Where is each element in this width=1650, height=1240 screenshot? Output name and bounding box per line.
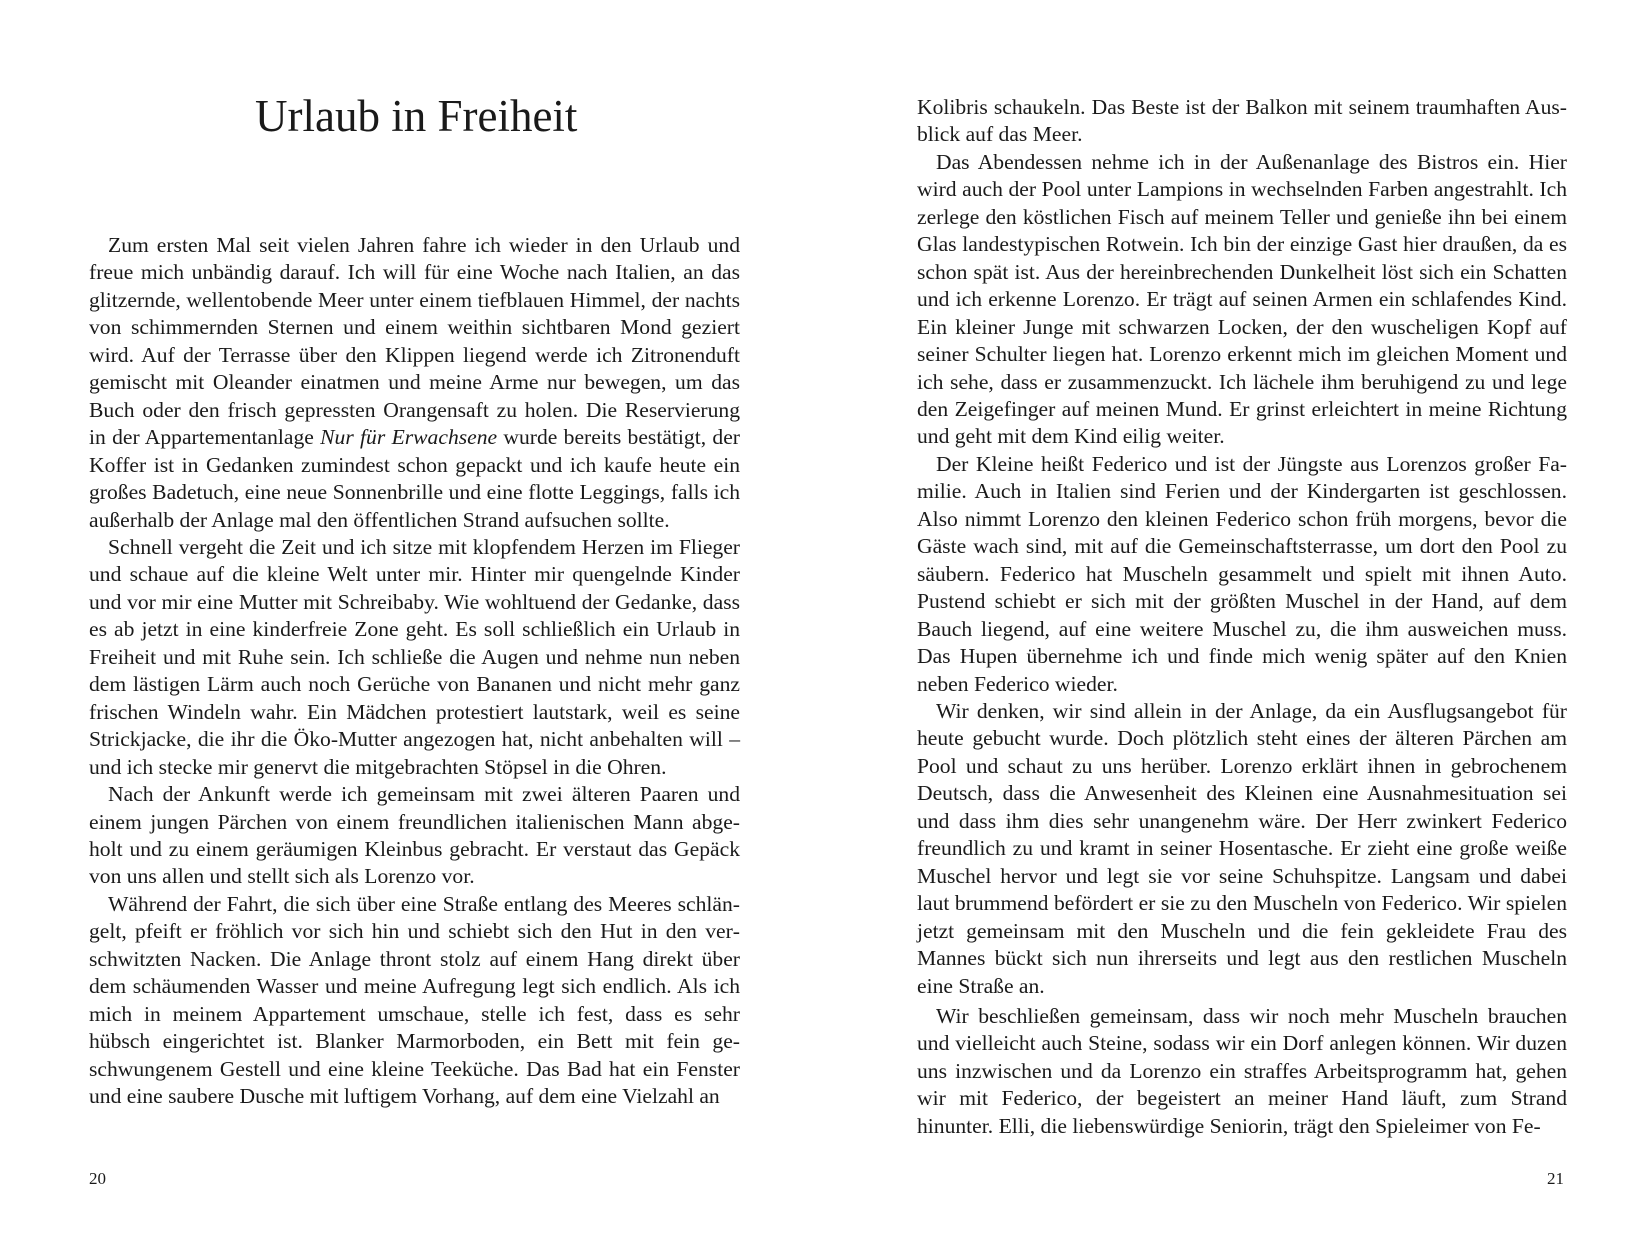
paragraph: Wir beschließen gemeinsam, dass wir noch mehr Muscheln brauchen und vielleicht auch Steine, sodass wir ein Dorf anlegen können. Wir duzen uns inzwischen und da Lorenzo ein straffes Arbeitsprogramm hat, gehen wir mit Federico, der begeistert an meiner Hand läuft, zum Strand hinunter. Elli, die liebenswürdige Seniorin, trägt den Spieleimer von Fe- — [917, 1003, 1567, 1138]
right-page — [825, 0, 1650, 1240]
paragraph: Wir denken, wir sind allein in der Anlage, da ein Ausflugsangebot für heute gebucht wurde. Doch plötzlich steht eines der älteren Pärchen am Pool und schaut zu uns herüber. Lorenzo erklärt ihnen in gebrochenem Deutsch, dass die Anwesenheit des Kleinen eine Ausnahmesituation sei und dass ihm dies sehr unangenehm wäre. Der Herr zwinkert Federico freundlich zu und kramt in seiner Hosentasche. Er zieht eine große weiße Muschel hervor und legt sie vor seine Schuhspitze. Langsam und dabei laut brummend befördert er sie zu den Muscheln von Federico. Wir spielen jetzt gemeinsam mit den Muscheln und die fein gekleidete Frau des Mannes bückt sich nun ihrerseits und legt aus den restlichen Muscheln eine Straße an. — [917, 698, 1567, 998]
paragraph-text: wurde bereits bestätigt, der Koffer ist in Gedanken zumindest schon gepackt und ich kaufe heute ein großes Badetuch, eine neue Sonnenbrille und eine flotte Leggings, falls ich außerhalb der Anlage mal den öffentlichen Strand aufsuchen sollte. — [89, 425, 740, 532]
paragraph: Kolibris schaukeln. Das Beste ist der Balkon mit seinem traumhaften Ausblick auf das Meer. — [917, 95, 1567, 147]
left-body-text — [89, 232, 740, 1111]
right-body-text — [917, 94, 1567, 1140]
page-number: 21 — [1547, 1169, 1564, 1188]
chapter-title: Urlaub in Freiheit — [255, 91, 578, 141]
paragraph: Nach der Ankunft werde ich gemeinsam mit zwei älteren Paaren und einem jungen Pärchen von einem freundlichen italienischen Mann abgeholt und zu einem geräumigen Kleinbus gebracht. Er verstaut das Gepäck von uns allen und stellt sich als Lorenzo vor. — [89, 782, 740, 889]
paragraph — [89, 232, 740, 534]
paragraph: Das Abendessen nehme ich in der Außenanlage des Bistros ein. Hier wird auch der Pool unter Lampions in wechselnden Farben angestrahlt. Ich zerlege den köstlichen Fisch auf meinem Teller und genieße ihn bei einem Glas landestypischen Rotwein. Ich bin der einzige Gast hier draußen, da es schon spät ist. Aus der hereinbrechenden Dunkelheit löst sich ein Schatten und ich erkenne Lorenzo. Er trägt auf seinen Armen ein schlafendes Kind. Ein kleiner Junge mit schwarzen Locken, der den wuscheligen Kopf auf seiner Schulter liegen hat. Lorenzo erkennt mich im gleichen Moment und ich sehe, dass er zusammenzuckt. Ich lächele ihm beruhigend zu und lege den Zeigefinger auf meinen Mund. Er grinst erleichtert in meine Richtung und geht mit dem Kind eilig weiter. — [917, 149, 1567, 449]
paragraph: Schnell vergeht die Zeit und ich sitze mit klopfendem Herzen im Flieger und schaue auf die kleine Welt unter mir. Hinter mir quengelnde Kinder und vor mir eine Mutter mit Schreibaby. Wie wohltuend der Gedanke, dass es ab jetzt in eine kinderfreie Zone geht. Es soll schließlich ein Urlaub in Freiheit und mit Ruhe sein. Ich schließe die Augen und nehme nun neben dem lästigen Lärm auch noch Gerüche von Bananen und nicht mehr ganz frischen Windeln wahr. Ein Mädchen protestiert lautstark, weil es seine Strickjacke, die ihr die Öko-Mutter angezogen hat, nicht anbehalten will – und ich stecke mir genervt die mitgebrachten Stöpsel in die Ohren. — [89, 534, 740, 779]
paragraph: Der Kleine heißt Federico und ist der Jüngste aus Lorenzos großer Familie. Auch in Italien sind Ferien und der Kindergarten ist geschlossen. Also nimmt Lorenzo den kleinen Federico schon früh morgens, bevor die Gäste wach sind, mit auf die Gemeinschaftsterrasse, um dort den Pool zu säubern. Federico hat Muscheln gesammelt und spielt mit ihnen Auto. Pustend schiebt er sich mit der größten Muschel in der Hand, auf dem Bauch liegend, auf eine weitere Muschel zu, die ihm ausweichen muss. Das Hupen übernehme ich und finde mich wenig später auf den Knien neben Federico wieder. — [917, 451, 1567, 696]
emphasis-text: Nur für Erwachsene — [320, 425, 498, 450]
paragraph: Während der Fahrt, die sich über eine Straße entlang des Meeres schlängelt, pfeift er fröhlich vor sich hin und schiebt sich den Hut in den verschwitzten Nacken. Die Anlage thront stolz auf einem Hang direkt über dem schäumenden Wasser und meine Aufregung legt sich endlich. Als ich mich in meinem Appartement umschaue, stelle ich fest, dass es sehr hübsch eingerichtet ist. Blanker Marmorboden, ein Bett mit fein geschwungenem Gestell und eine kleine Teeküche. Das Bad hat ein Fenster und eine saubere Dusche mit luftigem Vorhang, auf dem eine Vielzahl an — [89, 891, 740, 1109]
paragraph-text: Zum ersten Mal seit vielen Jahren fahre ich wieder in den Urlaub und freue mich unbändig darauf. Ich will für eine Woche nach Italien, an das glitzernde, wellentobende Meer unter einem tiefblauen Himmel, der nachts von schimmernden Sternen und einem weithin sichtbaren Mond geziert wird. Auf der Terrasse über den Klippen liegend werde ich Zitronenduft gemischt mit Oleander einatmen und meine Arme nur bewegen, um das Buch oder den frisch gepressten Orangensaft zu holen. Die Reservierung in der Appartementanlage — [89, 233, 740, 450]
page-number: 20 — [89, 1169, 106, 1188]
